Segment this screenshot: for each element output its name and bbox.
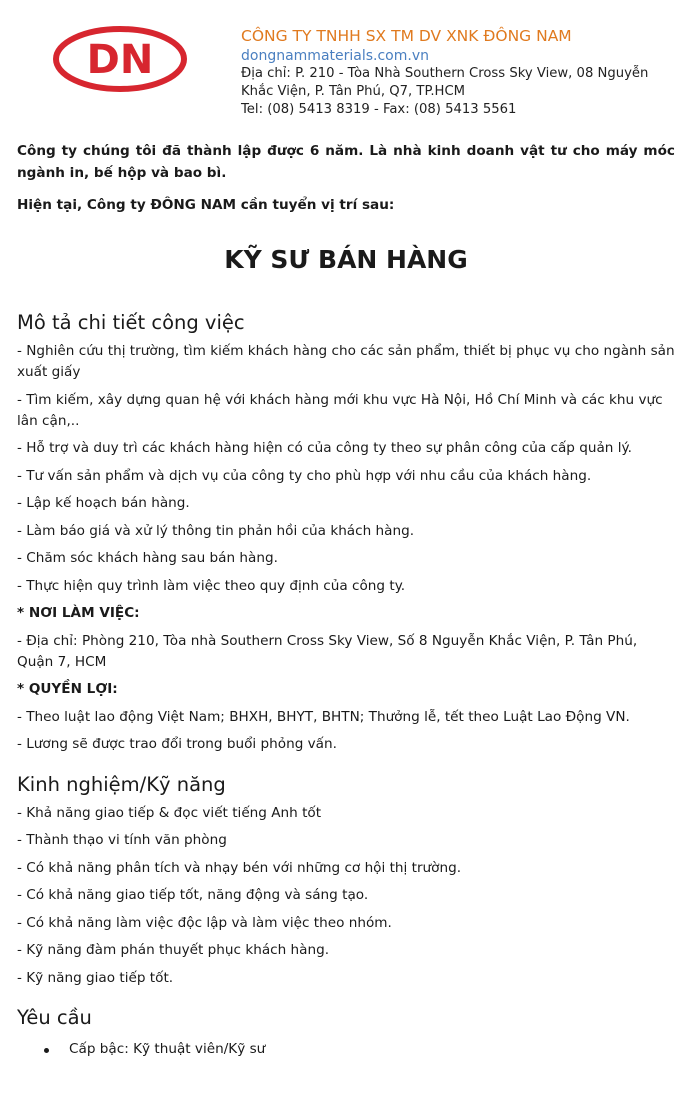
bullet-icon <box>44 1048 49 1053</box>
requirement-item <box>17 1039 675 1060</box>
benefits-heading: * QUYỀN LỢI: <box>17 681 118 697</box>
company-website[interactable]: dongnammaterials.com.vn <box>241 48 429 64</box>
requirement-text: Cấp bậc: Kỹ thuật viên/Kỹ sư <box>69 1041 266 1057</box>
description-list <box>17 341 675 597</box>
description-item: - Thực hiện quy trình làm việc theo quy định của công ty. <box>17 577 406 594</box>
description-item: - Nghiên cứu thị trường, tìm kiếm khách hàng cho các sản phẩm, thiết bị phục vụ cho ngành sản xuất giấy <box>17 343 675 380</box>
company-address-line-2: Khắc Viện, P. Tân Phú, Q7, TP.HCM <box>241 84 466 99</box>
job-posting-body <box>17 140 675 1060</box>
company-info <box>241 26 681 119</box>
experience-item: - Thành thạo vi tính văn phòng <box>17 832 227 848</box>
workplace-heading: * NƠI LÀM VIỆC: <box>17 605 140 621</box>
logo-text: DN <box>86 37 154 83</box>
company-name: CÔNG TY TNHH SX TM DV XNK ĐÔNG NAM <box>241 27 572 45</box>
description-item: - Hỗ trợ và duy trì các khách hàng hiện có của công ty theo sự phân công của cấp quản lý. <box>17 440 632 456</box>
benefit-item: - Lương sẽ được trao đổi trong buổi phỏng vấn. <box>17 736 337 752</box>
description-item: - Tìm kiếm, xây dựng quan hệ với khách hàng mới khu vực Hà Nội, Hồ Chí Minh và các khu vực lân cận,.. <box>17 391 663 429</box>
company-logo <box>52 25 188 93</box>
company-intro: Công ty chúng tôi đã thành lập được 6 năm. Là nhà kinh doanh vật tư cho máy móc ngành in, bế hộp và bao bì. <box>17 143 675 181</box>
description-item: - Tư vấn sản phẩm và dịch vụ của công ty cho phù hợp với nhu cầu của khách hàng. <box>17 467 592 484</box>
company-phone-fax: Tel: (08) 5413 8319 - Fax: (08) 5413 5561 <box>241 102 517 117</box>
hiring-statement: Hiện tại, Công ty ĐÔNG NAM cần tuyển vị trí sau: <box>17 197 395 213</box>
experience-item: - Có khả năng làm việc độc lập và làm việc theo nhóm. <box>17 914 392 931</box>
experience-item: - Kỹ năng đàm phán thuyết phục khách hàng. <box>17 942 330 958</box>
description-section-title: Mô tả chi tiết công việc <box>17 311 245 334</box>
experience-item: - Có khả năng phân tích và nhạy bén với những cơ hội thị trường. <box>17 859 462 876</box>
requirements-section-title: Yêu cầu <box>17 1006 92 1029</box>
experience-list <box>17 803 675 989</box>
benefit-item: - Theo luật lao động Việt Nam; BHXH, BHYT, BHTN; Thưởng lễ, tết theo Luật Lao Động VN. <box>17 708 630 725</box>
job-title: KỸ SƯ BÁN HÀNG <box>224 245 468 274</box>
description-item: - Làm báo giá và xử lý thông tin phản hồi của khách hàng. <box>17 522 415 539</box>
company-address-line-1: Địa chỉ: P. 210 - Tòa Nhà Southern Cross Sky View, 08 Nguyễn <box>241 66 649 81</box>
experience-item: - Kỹ năng giao tiếp tốt. <box>17 969 174 986</box>
requirements-list <box>17 1039 675 1060</box>
experience-section-title: Kinh nghiệm/Kỹ năng <box>17 772 226 796</box>
experience-item: - Khả năng giao tiếp & đọc viết tiếng Anh tốt <box>17 804 322 821</box>
description-item: - Chăm sóc khách hàng sau bán hàng. <box>17 550 278 566</box>
experience-item: - Có khả năng giao tiếp tốt, năng động và sáng tạo. <box>17 887 369 903</box>
workplace-address: - Địa chỉ: Phòng 210, Tòa nhà Southern Cross Sky View, Số 8 Nguyễn Khắc Viện, P. Tân Phú, Quận 7, HCM <box>17 632 638 670</box>
description-item: - Lập kế hoạch bán hàng. <box>17 495 190 511</box>
